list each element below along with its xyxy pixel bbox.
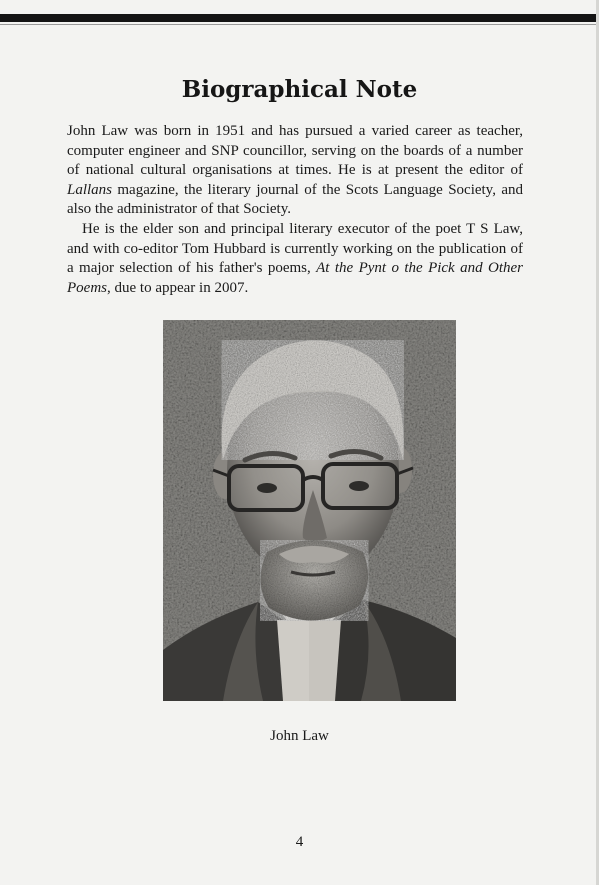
paragraph-1 (67, 122, 523, 220)
paragraph-2-text-b: , due to appear in 2007. (107, 279, 249, 296)
page-number: 4 (295, 834, 304, 850)
biography-text (67, 122, 523, 298)
page-title: Biographical Note (181, 76, 418, 103)
book-title: At the Pynt o the Pick and Other Poems (67, 260, 523, 296)
paragraph-1-text-b: magazine, the literary journal of the Scots Language Society, and also the administrator of that Society. (67, 181, 523, 218)
paragraph-2 (67, 220, 523, 298)
portrait-photo (163, 320, 456, 701)
magazine-title: Lallans (67, 181, 113, 198)
paragraph-1-text-a: John Law was born in 1951 and has pursued a varied career as teacher, computer engineer and SNP councillor, serving on the boards of a number of national cultural organisations at times. He is at present the editor of (67, 123, 523, 179)
top-rule-thin (0, 24, 599, 25)
paragraph-2-text-a: He is the elder son and principal literary executor of the poet T S Law, and with co-editor Tom Hubbard is currently working on the publication of a major selection of his father's poems, (67, 220, 523, 277)
top-rule (0, 14, 599, 22)
portrait-illustration (163, 320, 456, 701)
photo-caption: John Law (270, 728, 329, 744)
